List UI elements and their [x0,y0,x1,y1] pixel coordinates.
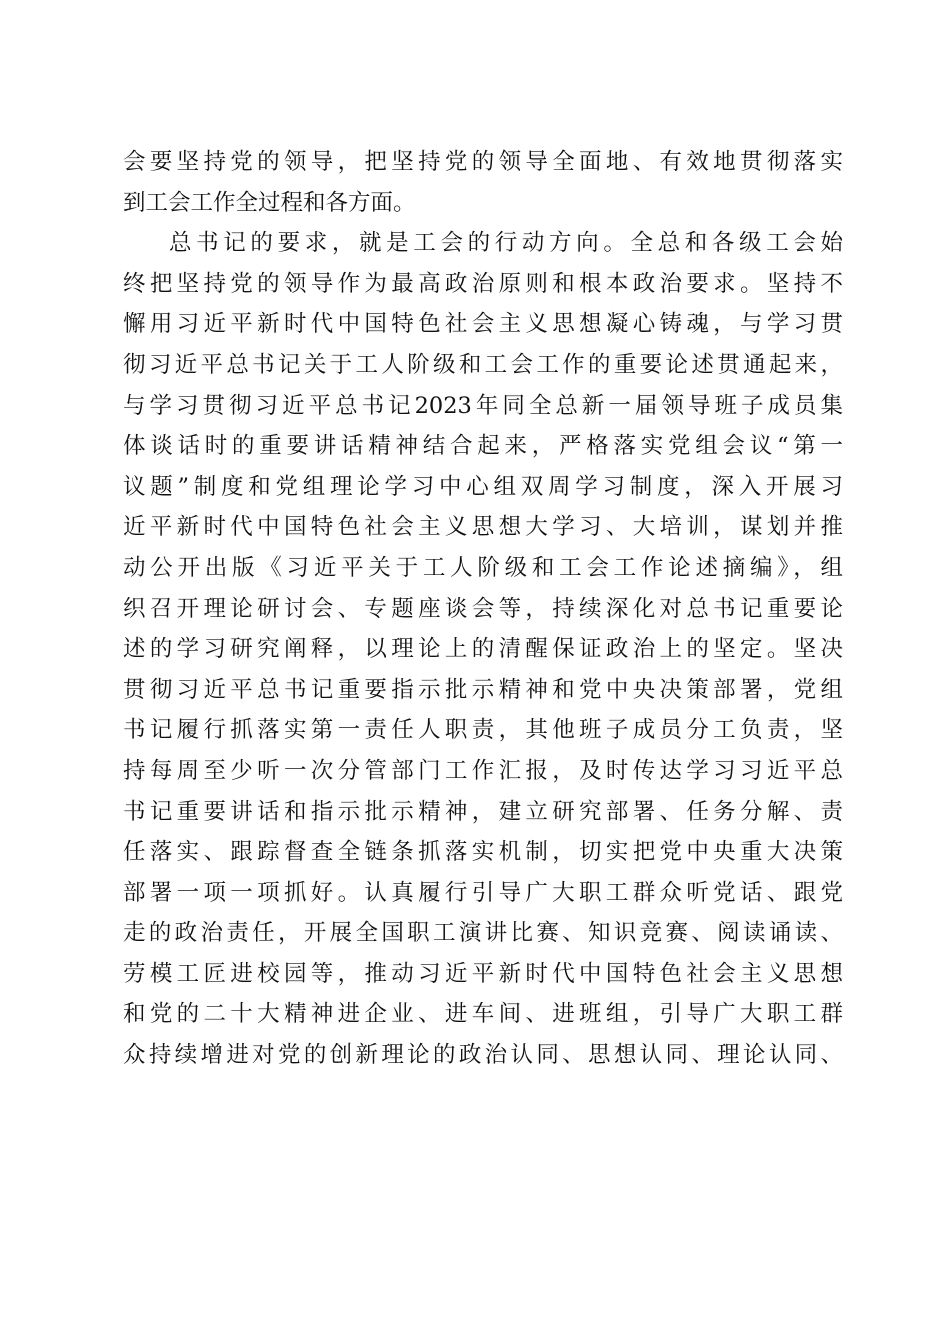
paragraph-2-line: 书记履行抓落实第一责任人职责，其他班子成员分工负责，坚 [123,717,843,744]
paragraph-2-line: 持每周至少听一次分管部门工作汇报，及时传达学习习近平总 [123,757,843,784]
paragraph-2-line: 织召开理论研讨会、专题座谈会等，持续深化对总书记重要论 [123,595,843,622]
paragraph-2-line: 动公开出版《习近平关于工人阶级和工会工作论述摘编》，组 [123,554,843,581]
paragraph-2-line: 懈用习近平新时代中国特色社会主义思想凝心铸魂，与学习贯 [123,311,843,338]
paragraph-2-line: 贯彻习近平总书记重要指示批示精神和党中央决策部署，党组 [123,676,843,703]
paragraph-2-line: 与学习贯彻习近平总书记2023年同全总新一届领导班子成员集 [123,392,843,419]
paragraph-1-line: 会要坚持党的领导，把坚持党的领导全面地、有效地贯彻落实 [123,149,843,175]
paragraph-2-line: 议题”制度和党组理论学习中心组双周学习制度，深入开展习 [123,473,843,500]
paragraph-2-line: 任落实、跟踪督查全链条抓落实机制，切实把党中央重大决策 [123,839,843,866]
paragraph-2-line: 书记重要讲话和指示批示精神，建立研究部署、任务分解、责 [123,798,843,825]
paragraph-2-line: 终把坚持党的领导作为最高政治原则和根本政治要求。坚持不 [123,270,843,297]
paragraph-2-line: 和党的二十大精神进企业、进车间、进班组，引导广大职工群 [123,1001,843,1028]
paragraph-2-line: 部署一项一项抓好。认真履行引导广大职工群众听党话、跟党 [123,879,843,906]
paragraph-1-line: 到工会工作全过程和各方面。 [123,189,416,216]
paragraph-2-line: 近平新时代中国特色社会主义思想大学习、大培训，谋划并推 [123,514,843,541]
body-text [123,142,843,1076]
paragraph-2-line: 劳模工匠进校园等，推动习近平新时代中国特色社会主义思想 [123,960,843,987]
paragraph-2-line: 述的学习研究阐释，以理论上的清醒保证政治上的坚定。坚决 [123,636,843,663]
paragraph-2-line: 彻习近平总书记关于工人阶级和工会工作的重要论述贯通起来， [123,351,843,378]
paragraph-2-line: 走的政治责任，开展全国职工演讲比赛、知识竞赛、阅读诵读、 [123,920,843,947]
paragraph-2-line: 体谈话时的重要讲话精神结合起来，严格落实党组会议“第一 [123,433,843,460]
paragraph-2-line: 总书记的要求，就是工会的行动方向。全总和各级工会始 [169,230,843,257]
paragraph-2-line: 众持续增进对党的创新理论的政治认同、思想认同、理论认同、 [123,1042,843,1069]
